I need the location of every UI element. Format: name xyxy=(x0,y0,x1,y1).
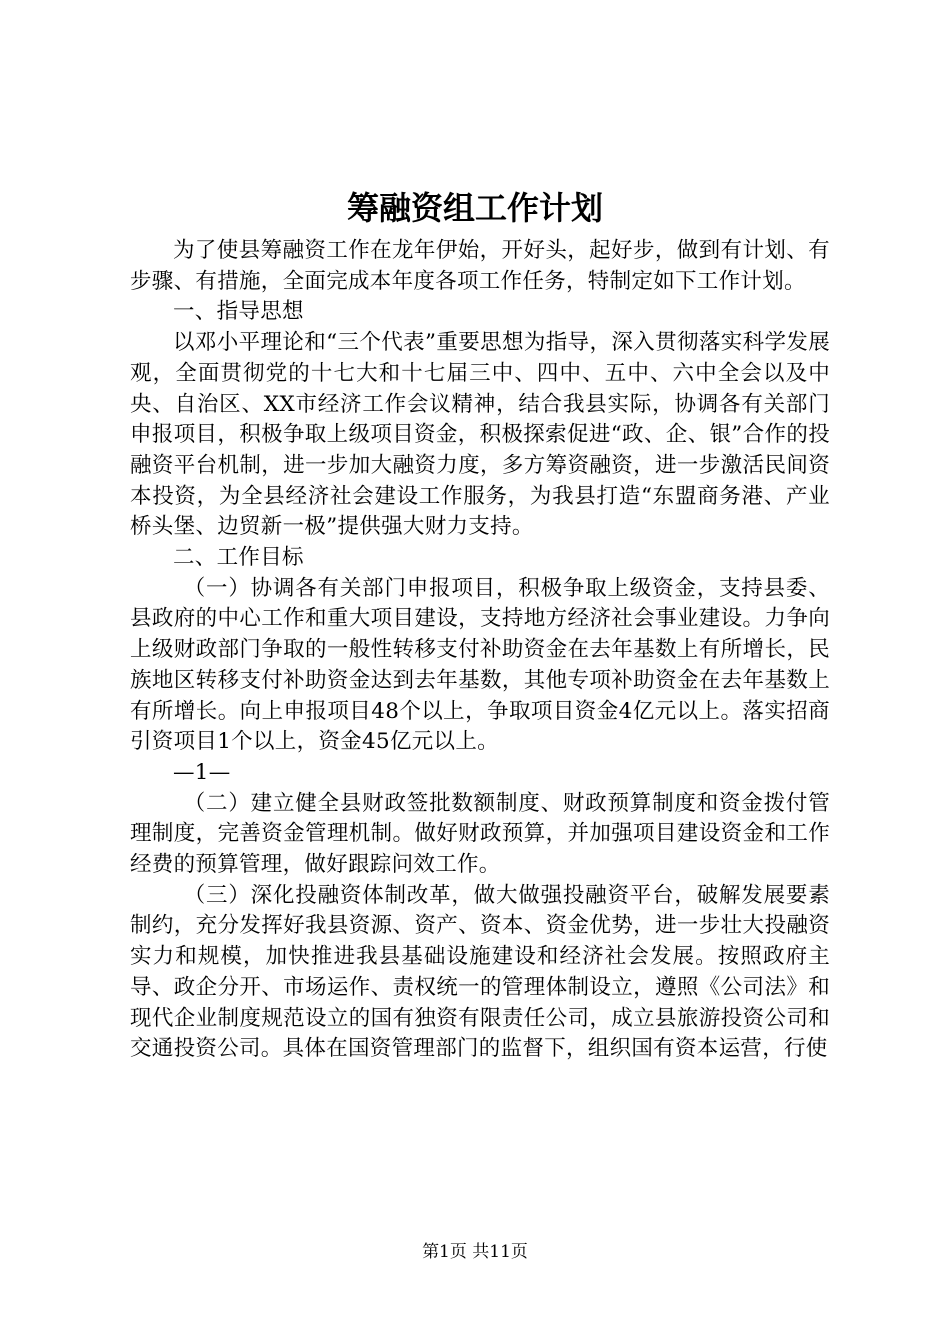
section-heading-guiding-ideology: 一、指导思想 xyxy=(173,299,304,325)
document-body xyxy=(130,236,830,1065)
paragraph-goal-2: （二）建立健全县财政签批数额制度、财政预算制度和资金拨付管理制度，完善资金管理机制。做好财政预算，并加强项目建设资金和工作经费的预算管理，做好跟踪问效工作。 xyxy=(130,790,830,878)
document-title: 筹融资组工作计划 xyxy=(346,189,603,227)
paragraph-intro: 为了使县筹融资工作在龙年伊始，开好头，起好步，做到有计划、有步骤、有措施，全面完成本年度各项工作任务，特制定如下工作计划。 xyxy=(130,238,830,294)
section-heading-work-goals: 二、工作目标 xyxy=(173,545,304,571)
inline-page-marker: —1— xyxy=(173,759,231,785)
paragraph-guiding-ideology: 以邓小平理论和“三个代表”重要思想为指导，深入贯彻落实科学发展观，全面贯彻党的十七大和十七届三中、四中、五中、六中全会以及中央、自治区、XX市经济工作会议精神，结合我县实际，协调各有关部门申报项目，积极争取上级项目资金，积极探索促进“政、企、银”合作的投融资平台机制，进一步加大融资力度，多方筹资融资，进一步激活民间资本投资，为全县经济社会建设工作服务，为我县打造“东盟商务港、产业桥头堡、边贸新一极”提供强大财力支持。 xyxy=(130,330,830,540)
page-footer: 第1页 共11页 xyxy=(422,1242,528,1262)
paragraph-goal-3: （三）深化投融资体制改革，做大做强投融资平台，破解发展要素制约，充分发挥好我县资源、资产、资本、资金优势，进一步壮大投融资实力和规模，加快推进我县基础设施建设和经济社会发展。按照政府主导、政企分开、市场运作、责权统一的管理体制设立，遵照《公司法》和现代企业制度规范设立的国有独资有限责任公司，成立县旅游投资公司和交通投资公司。具体在国资管理部门的监督下，组织国有资本运营，行使 xyxy=(130,882,830,1062)
paragraph-goal-1: （一）协调各有关部门申报项目，积极争取上级资金，支持县委、县政府的中心工作和重大项目建设，支持地方经济社会事业建设。力争向上级财政部门争取的一般性转移支付补助资金在去年基数上有所增长，民族地区转移支付补助资金达到去年基数，其他专项补助资金在去年基数上有所增长。向上申报项目48个以上，争取项目资金4亿元以上。落实招商引资项目1个以上，资金45亿元以上。 xyxy=(130,575,830,755)
